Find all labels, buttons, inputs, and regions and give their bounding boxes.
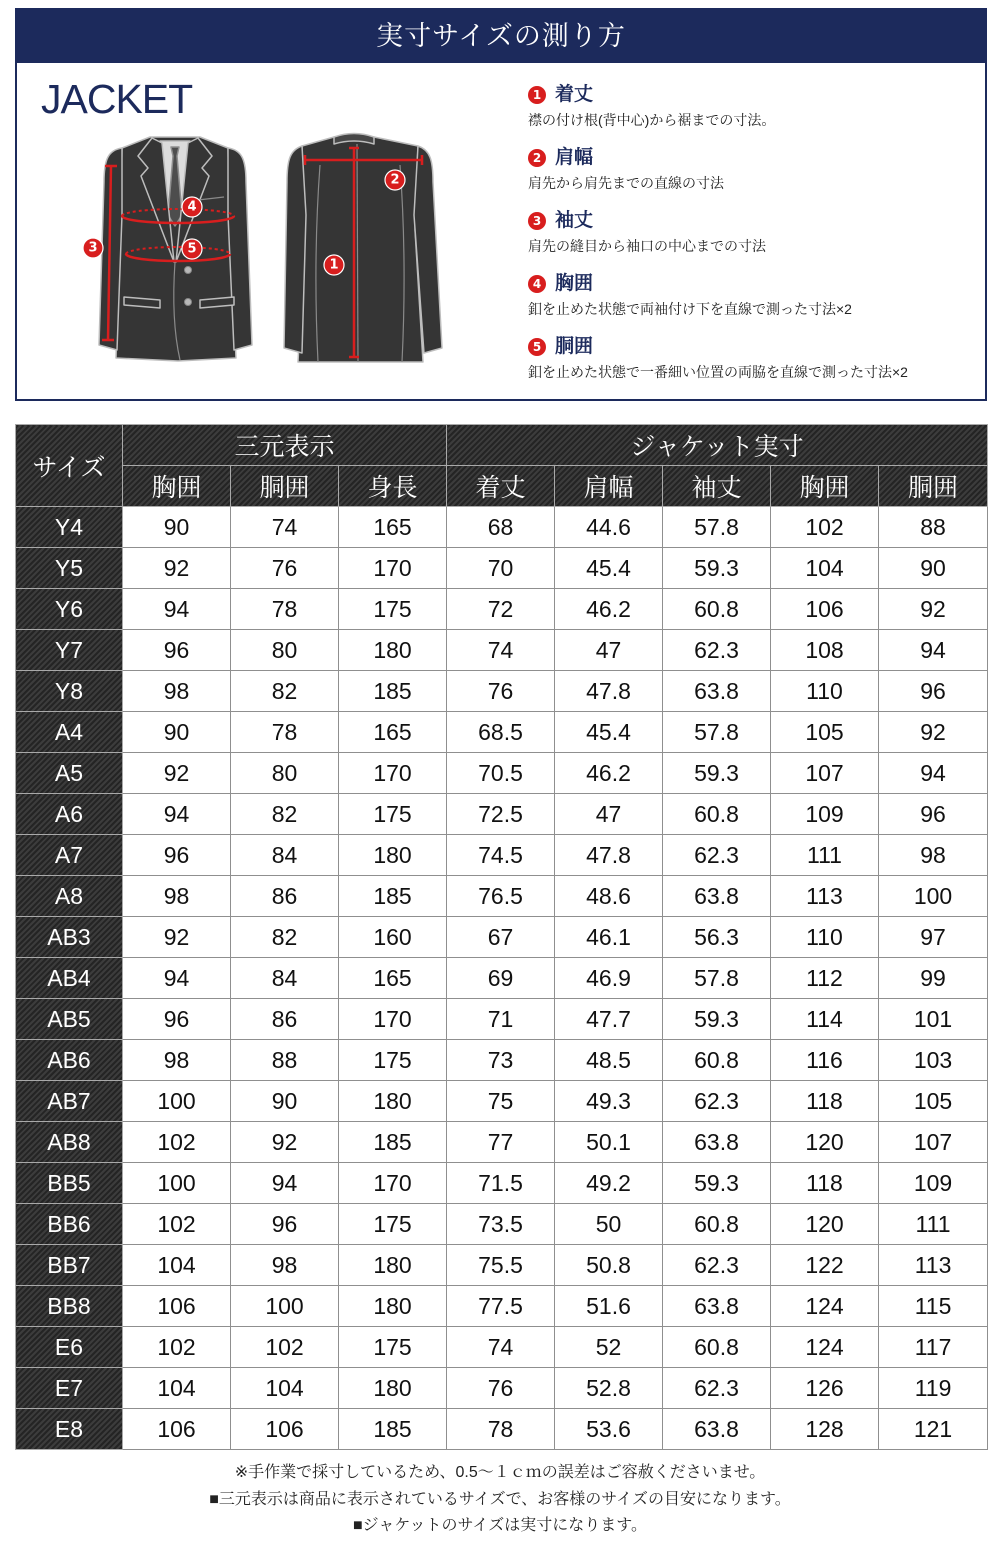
value-cell: 90 bbox=[123, 507, 231, 548]
value-cell: 68 bbox=[447, 507, 555, 548]
note-line: ■ジャケットのサイズは実寸になります。 bbox=[353, 1517, 647, 1534]
table-row bbox=[16, 1040, 988, 1081]
value-cell: 92 bbox=[123, 753, 231, 794]
value-cell: 78 bbox=[447, 1409, 555, 1450]
value-cell: 96 bbox=[879, 671, 988, 712]
value-cell: 170 bbox=[339, 753, 447, 794]
value-cell: 175 bbox=[339, 1040, 447, 1081]
number-badge: 3 bbox=[528, 212, 546, 230]
value-cell: 102 bbox=[123, 1122, 231, 1163]
value-cell: 100 bbox=[231, 1286, 339, 1327]
value-cell: 88 bbox=[879, 507, 988, 548]
value-cell: 77 bbox=[447, 1122, 555, 1163]
value-cell: 111 bbox=[771, 835, 879, 876]
value-cell: 170 bbox=[339, 548, 447, 589]
value-cell: 59.3 bbox=[663, 548, 771, 589]
table-row bbox=[16, 548, 988, 589]
value-cell: 185 bbox=[339, 1122, 447, 1163]
size-table-header bbox=[16, 425, 988, 507]
value-cell: 100 bbox=[123, 1081, 231, 1122]
value-cell: 63.8 bbox=[663, 1409, 771, 1450]
value-cell: 47.8 bbox=[555, 671, 663, 712]
value-cell: 78 bbox=[231, 589, 339, 630]
value-cell: 165 bbox=[339, 958, 447, 999]
size-cell: A4 bbox=[16, 712, 123, 753]
value-cell: 102 bbox=[123, 1327, 231, 1368]
value-cell: 59.3 bbox=[663, 1163, 771, 1204]
column-header: 肩幅 bbox=[555, 466, 663, 507]
note-line: ■三元表示は商品に表示されているサイズで、お客様のサイズの目安になります。 bbox=[209, 1490, 791, 1508]
value-cell: 165 bbox=[339, 712, 447, 753]
value-cell: 88 bbox=[231, 1040, 339, 1081]
value-cell: 76 bbox=[447, 671, 555, 712]
value-cell: 102 bbox=[771, 507, 879, 548]
value-cell: 76 bbox=[447, 1368, 555, 1409]
value-cell: 97 bbox=[879, 917, 988, 958]
value-cell: 60.8 bbox=[663, 1327, 771, 1368]
value-cell: 62.3 bbox=[663, 1081, 771, 1122]
value-cell: 82 bbox=[231, 794, 339, 835]
value-cell: 92 bbox=[879, 712, 988, 753]
table-row bbox=[16, 1409, 988, 1450]
value-cell: 90 bbox=[123, 712, 231, 753]
measurement-description: 釦を止めた状態で一番細い位置の両脇を直線で測った寸法×2 bbox=[528, 364, 908, 380]
value-cell: 113 bbox=[879, 1245, 988, 1286]
value-cell: 44.6 bbox=[555, 507, 663, 548]
table-row bbox=[16, 1122, 988, 1163]
header-row-columns bbox=[16, 466, 988, 507]
value-cell: 185 bbox=[339, 1409, 447, 1450]
value-cell: 180 bbox=[339, 1286, 447, 1327]
value-cell: 82 bbox=[231, 671, 339, 712]
value-cell: 100 bbox=[879, 876, 988, 917]
table-row bbox=[16, 794, 988, 835]
size-cell: A8 bbox=[16, 876, 123, 917]
table-row bbox=[16, 1163, 988, 1204]
measurement-item-waist bbox=[528, 336, 968, 399]
value-cell: 120 bbox=[771, 1204, 879, 1245]
size-cell: A5 bbox=[16, 753, 123, 794]
value-cell: 98 bbox=[123, 876, 231, 917]
value-cell: 74 bbox=[231, 507, 339, 548]
value-cell: 114 bbox=[771, 999, 879, 1040]
value-cell: 175 bbox=[339, 1204, 447, 1245]
value-cell: 47 bbox=[555, 794, 663, 835]
marker-number: 2 bbox=[390, 172, 400, 188]
table-row bbox=[16, 589, 988, 630]
value-cell: 56.3 bbox=[663, 917, 771, 958]
size-cell: BB8 bbox=[16, 1286, 123, 1327]
value-cell: 60.8 bbox=[663, 1040, 771, 1081]
table-row bbox=[16, 1286, 988, 1327]
value-cell: 113 bbox=[771, 876, 879, 917]
value-cell: 98 bbox=[123, 671, 231, 712]
value-cell: 96 bbox=[123, 630, 231, 671]
value-cell: 86 bbox=[231, 876, 339, 917]
value-cell: 70.5 bbox=[447, 753, 555, 794]
jacket-front-illustration bbox=[99, 137, 252, 361]
value-cell: 122 bbox=[771, 1245, 879, 1286]
table-row bbox=[16, 671, 988, 712]
measurement-description: 襟の付け根(背中心)から裾までの寸法。 bbox=[528, 112, 776, 128]
column-header: 身長 bbox=[339, 466, 447, 507]
value-cell: 175 bbox=[339, 794, 447, 835]
value-cell: 94 bbox=[123, 958, 231, 999]
value-cell: 46.1 bbox=[555, 917, 663, 958]
value-cell: 90 bbox=[231, 1081, 339, 1122]
value-cell: 50 bbox=[555, 1204, 663, 1245]
value-cell: 105 bbox=[771, 712, 879, 753]
value-cell: 170 bbox=[339, 1163, 447, 1204]
value-cell: 76.5 bbox=[447, 876, 555, 917]
value-cell: 72.5 bbox=[447, 794, 555, 835]
size-table bbox=[15, 424, 988, 1450]
marker-number: 1 bbox=[329, 257, 339, 273]
value-cell: 94 bbox=[123, 794, 231, 835]
value-cell: 46.2 bbox=[555, 753, 663, 794]
back-left-sleeve bbox=[284, 146, 306, 353]
jacket-button-top bbox=[185, 267, 192, 274]
value-cell: 62.3 bbox=[663, 1368, 771, 1409]
jacket-button-bottom bbox=[185, 299, 192, 306]
value-cell: 63.8 bbox=[663, 671, 771, 712]
value-cell: 101 bbox=[879, 999, 988, 1040]
value-cell: 128 bbox=[771, 1409, 879, 1450]
value-cell: 175 bbox=[339, 1327, 447, 1368]
value-cell: 180 bbox=[339, 835, 447, 876]
size-cell: Y5 bbox=[16, 548, 123, 589]
value-cell: 103 bbox=[879, 1040, 988, 1081]
table-row bbox=[16, 1245, 988, 1286]
column-header: 着丈 bbox=[447, 466, 555, 507]
value-cell: 60.8 bbox=[663, 1204, 771, 1245]
value-cell: 62.3 bbox=[663, 835, 771, 876]
value-cell: 107 bbox=[879, 1122, 988, 1163]
value-cell: 118 bbox=[771, 1163, 879, 1204]
size-cell: AB3 bbox=[16, 917, 123, 958]
number-badge: 4 bbox=[528, 275, 546, 293]
footnotes bbox=[0, 1460, 1000, 1540]
value-cell: 94 bbox=[231, 1163, 339, 1204]
column-group-header: ジャケット実寸 bbox=[447, 425, 988, 466]
value-cell: 92 bbox=[879, 589, 988, 630]
value-cell: 180 bbox=[339, 1245, 447, 1286]
value-cell: 107 bbox=[771, 753, 879, 794]
measurement-marker-1 bbox=[324, 255, 344, 275]
value-cell: 110 bbox=[771, 917, 879, 958]
value-cell: 49.3 bbox=[555, 1081, 663, 1122]
value-cell: 77.5 bbox=[447, 1286, 555, 1327]
value-cell: 47.8 bbox=[555, 835, 663, 876]
value-cell: 94 bbox=[879, 753, 988, 794]
value-cell: 76 bbox=[231, 548, 339, 589]
size-cell: E6 bbox=[16, 1327, 123, 1368]
value-cell: 69 bbox=[447, 958, 555, 999]
value-cell: 104 bbox=[771, 548, 879, 589]
number-badge: 5 bbox=[528, 338, 546, 356]
value-cell: 110 bbox=[771, 671, 879, 712]
table-row bbox=[16, 712, 988, 753]
value-cell: 75 bbox=[447, 1081, 555, 1122]
measurement-item-chest bbox=[528, 273, 968, 336]
marker-number: 5 bbox=[187, 241, 197, 257]
size-cell: Y4 bbox=[16, 507, 123, 548]
header-row-groups bbox=[16, 425, 988, 466]
measurement-description: 肩先から肩先までの直線の寸法 bbox=[528, 175, 724, 191]
value-cell: 59.3 bbox=[663, 753, 771, 794]
value-cell: 118 bbox=[771, 1081, 879, 1122]
column-header: 胸囲 bbox=[771, 466, 879, 507]
value-cell: 98 bbox=[123, 1040, 231, 1081]
value-cell: 106 bbox=[771, 589, 879, 630]
table-row bbox=[16, 1204, 988, 1245]
value-cell: 74.5 bbox=[447, 835, 555, 876]
measurement-name: 胸囲 bbox=[555, 273, 594, 294]
size-cell: E7 bbox=[16, 1368, 123, 1409]
value-cell: 94 bbox=[879, 630, 988, 671]
value-cell: 48.6 bbox=[555, 876, 663, 917]
value-cell: 46.2 bbox=[555, 589, 663, 630]
jacket-illustrations bbox=[70, 125, 460, 370]
column-header: 袖丈 bbox=[663, 466, 771, 507]
value-cell: 63.8 bbox=[663, 1122, 771, 1163]
value-cell: 96 bbox=[879, 794, 988, 835]
value-cell: 106 bbox=[231, 1409, 339, 1450]
value-cell: 180 bbox=[339, 1081, 447, 1122]
value-cell: 48.5 bbox=[555, 1040, 663, 1081]
table-row bbox=[16, 917, 988, 958]
measurement-description: 釦を止めた状態で両袖付け下を直線で測った寸法×2 bbox=[528, 301, 852, 317]
value-cell: 68.5 bbox=[447, 712, 555, 753]
value-cell: 71.5 bbox=[447, 1163, 555, 1204]
column-group-header: 三元表示 bbox=[123, 425, 447, 466]
value-cell: 175 bbox=[339, 589, 447, 630]
value-cell: 52 bbox=[555, 1327, 663, 1368]
value-cell: 180 bbox=[339, 1368, 447, 1409]
measurement-description: 肩先の縫目から袖口の中心までの寸法 bbox=[528, 238, 766, 254]
value-cell: 98 bbox=[879, 835, 988, 876]
value-cell: 98 bbox=[231, 1245, 339, 1286]
value-cell: 67 bbox=[447, 917, 555, 958]
measurement-item-shoulder bbox=[528, 147, 968, 210]
value-cell: 94 bbox=[123, 589, 231, 630]
value-cell: 51.6 bbox=[555, 1286, 663, 1327]
value-cell: 104 bbox=[123, 1245, 231, 1286]
size-table-body bbox=[16, 507, 988, 1450]
value-cell: 121 bbox=[879, 1409, 988, 1450]
value-cell: 75.5 bbox=[447, 1245, 555, 1286]
value-cell: 102 bbox=[123, 1204, 231, 1245]
value-cell: 47 bbox=[555, 630, 663, 671]
value-cell: 57.8 bbox=[663, 712, 771, 753]
marker-number: 4 bbox=[187, 199, 197, 215]
size-cell: BB7 bbox=[16, 1245, 123, 1286]
value-cell: 119 bbox=[879, 1368, 988, 1409]
value-cell: 106 bbox=[123, 1286, 231, 1327]
measurement-list bbox=[528, 84, 968, 399]
value-cell: 45.4 bbox=[555, 548, 663, 589]
table-row bbox=[16, 1327, 988, 1368]
garment-label: JACKET bbox=[41, 76, 193, 122]
value-cell: 124 bbox=[771, 1327, 879, 1368]
value-cell: 115 bbox=[879, 1286, 988, 1327]
value-cell: 57.8 bbox=[663, 958, 771, 999]
note-line: ※手作業で採寸しているため、0.5～１ｃｍの誤差はご容赦くださいませ。 bbox=[234, 1464, 766, 1481]
measurement-name: 胴囲 bbox=[555, 336, 594, 357]
measurement-marker-4 bbox=[182, 197, 202, 217]
measurement-name: 袖丈 bbox=[555, 210, 594, 231]
size-cell: A7 bbox=[16, 835, 123, 876]
value-cell: 62.3 bbox=[663, 630, 771, 671]
value-cell: 90 bbox=[879, 548, 988, 589]
value-cell: 49.2 bbox=[555, 1163, 663, 1204]
value-cell: 63.8 bbox=[663, 876, 771, 917]
value-cell: 74 bbox=[447, 1327, 555, 1368]
value-cell: 120 bbox=[771, 1122, 879, 1163]
value-cell: 104 bbox=[231, 1368, 339, 1409]
value-cell: 124 bbox=[771, 1286, 879, 1327]
size-column-header: サイズ bbox=[16, 425, 123, 507]
size-cell: Y6 bbox=[16, 589, 123, 630]
measurement-marker-2 bbox=[385, 170, 405, 190]
guide-header-bar bbox=[17, 10, 985, 63]
value-cell: 100 bbox=[123, 1163, 231, 1204]
value-cell: 86 bbox=[231, 999, 339, 1040]
value-cell: 80 bbox=[231, 630, 339, 671]
size-cell: Y7 bbox=[16, 630, 123, 671]
value-cell: 108 bbox=[771, 630, 879, 671]
size-cell: Y8 bbox=[16, 671, 123, 712]
table-row bbox=[16, 507, 988, 548]
marker-number: 3 bbox=[88, 240, 98, 256]
value-cell: 70 bbox=[447, 548, 555, 589]
value-cell: 50.1 bbox=[555, 1122, 663, 1163]
value-cell: 82 bbox=[231, 917, 339, 958]
value-cell: 92 bbox=[123, 548, 231, 589]
value-cell: 71 bbox=[447, 999, 555, 1040]
size-cell: AB5 bbox=[16, 999, 123, 1040]
table-row bbox=[16, 835, 988, 876]
value-cell: 80 bbox=[231, 753, 339, 794]
value-cell: 45.4 bbox=[555, 712, 663, 753]
page-title: 実寸サイズの測り方 bbox=[376, 21, 626, 51]
size-cell: A6 bbox=[16, 794, 123, 835]
value-cell: 92 bbox=[123, 917, 231, 958]
size-cell: BB5 bbox=[16, 1163, 123, 1204]
value-cell: 57.8 bbox=[663, 507, 771, 548]
value-cell: 72 bbox=[447, 589, 555, 630]
value-cell: 84 bbox=[231, 958, 339, 999]
value-cell: 160 bbox=[339, 917, 447, 958]
jacket-back-illustration bbox=[284, 134, 442, 363]
value-cell: 84 bbox=[231, 835, 339, 876]
table-row bbox=[16, 753, 988, 794]
size-cell: AB6 bbox=[16, 1040, 123, 1081]
table-row bbox=[16, 958, 988, 999]
value-cell: 180 bbox=[339, 630, 447, 671]
value-cell: 106 bbox=[123, 1409, 231, 1450]
value-cell: 104 bbox=[123, 1368, 231, 1409]
value-cell: 60.8 bbox=[663, 794, 771, 835]
size-cell: E8 bbox=[16, 1409, 123, 1450]
column-header: 胸囲 bbox=[123, 466, 231, 507]
table-row bbox=[16, 999, 988, 1040]
value-cell: 112 bbox=[771, 958, 879, 999]
value-cell: 96 bbox=[231, 1204, 339, 1245]
column-header: 胴囲 bbox=[231, 466, 339, 507]
value-cell: 62.3 bbox=[663, 1245, 771, 1286]
number-badge: 1 bbox=[528, 86, 546, 104]
value-cell: 50.8 bbox=[555, 1245, 663, 1286]
measurement-name: 肩幅 bbox=[555, 147, 594, 168]
size-cell: AB7 bbox=[16, 1081, 123, 1122]
size-cell: BB6 bbox=[16, 1204, 123, 1245]
value-cell: 96 bbox=[123, 835, 231, 876]
value-cell: 92 bbox=[231, 1122, 339, 1163]
size-cell: AB4 bbox=[16, 958, 123, 999]
measurement-item-length bbox=[528, 84, 968, 147]
value-cell: 63.8 bbox=[663, 1286, 771, 1327]
value-cell: 73 bbox=[447, 1040, 555, 1081]
value-cell: 185 bbox=[339, 876, 447, 917]
column-header: 胴囲 bbox=[879, 466, 988, 507]
value-cell: 59.3 bbox=[663, 999, 771, 1040]
table-row bbox=[16, 1368, 988, 1409]
number-badge: 2 bbox=[528, 149, 546, 167]
value-cell: 102 bbox=[231, 1327, 339, 1368]
value-cell: 117 bbox=[879, 1327, 988, 1368]
value-cell: 46.9 bbox=[555, 958, 663, 999]
value-cell: 52.8 bbox=[555, 1368, 663, 1409]
value-cell: 116 bbox=[771, 1040, 879, 1081]
value-cell: 185 bbox=[339, 671, 447, 712]
value-cell: 126 bbox=[771, 1368, 879, 1409]
value-cell: 99 bbox=[879, 958, 988, 999]
value-cell: 105 bbox=[879, 1081, 988, 1122]
value-cell: 109 bbox=[771, 794, 879, 835]
measurement-item-sleeve bbox=[528, 210, 968, 273]
table-row bbox=[16, 876, 988, 917]
table-row bbox=[16, 1081, 988, 1122]
value-cell: 47.7 bbox=[555, 999, 663, 1040]
value-cell: 78 bbox=[231, 712, 339, 753]
size-cell: AB8 bbox=[16, 1122, 123, 1163]
value-cell: 53.6 bbox=[555, 1409, 663, 1450]
value-cell: 73.5 bbox=[447, 1204, 555, 1245]
value-cell: 60.8 bbox=[663, 589, 771, 630]
value-cell: 165 bbox=[339, 507, 447, 548]
measurement-marker-5 bbox=[182, 239, 202, 259]
measurement-marker-3 bbox=[83, 238, 103, 258]
value-cell: 74 bbox=[447, 630, 555, 671]
value-cell: 111 bbox=[879, 1204, 988, 1245]
value-cell: 170 bbox=[339, 999, 447, 1040]
value-cell: 96 bbox=[123, 999, 231, 1040]
value-cell: 109 bbox=[879, 1163, 988, 1204]
table-row bbox=[16, 630, 988, 671]
measurement-name: 着丈 bbox=[555, 84, 594, 105]
